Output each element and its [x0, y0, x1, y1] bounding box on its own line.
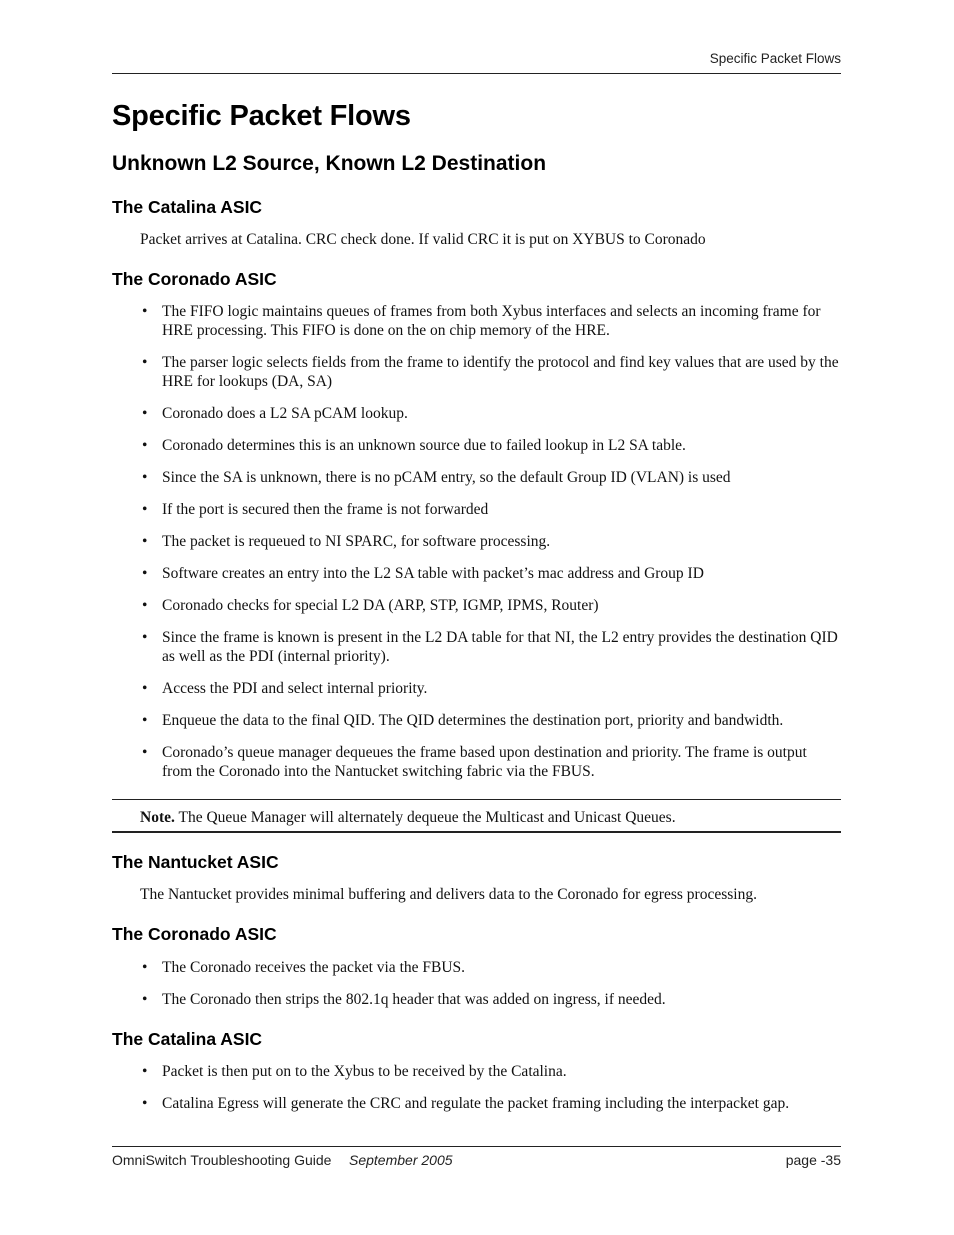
- bullet-icon: •: [142, 744, 148, 761]
- footer-date: September 2005: [349, 1152, 453, 1168]
- list-item: • Access the PDI and select internal priority.: [142, 680, 428, 697]
- footer-page-number: page -35: [785, 1152, 841, 1168]
- page-title: Specific Packet Flows: [112, 100, 411, 132]
- list-item: • Software creates an entry into the L2 SA table with packet’s mac address and Group ID: [142, 565, 704, 582]
- note-label: Note.: [140, 809, 175, 826]
- list-item: • The Coronado receives the packet via the FBUS.: [142, 959, 466, 976]
- bullet-icon: •: [142, 565, 148, 582]
- bullet-icon: •: [142, 303, 148, 320]
- bullet-icon: •: [142, 533, 148, 550]
- list-item: • The parser logic selects fields from the frame to identify the protocol and find key values that are used by the HRE for lookups (DA, SA): [142, 354, 839, 390]
- bullet-icon: •: [142, 469, 148, 486]
- bullet-icon: •: [142, 712, 148, 729]
- bullet-icon: •: [142, 354, 148, 371]
- heading-catalina-ingress: The Catalina ASIC: [112, 197, 263, 217]
- list-item: • Coronado determines this is an unknown source due to failed lookup in L2 SA table.: [142, 437, 686, 454]
- list-item: • Since the SA is unknown, there is no pCAM entry, so the default Group ID (VLAN) is used: [142, 469, 731, 486]
- list-item: • If the port is secured then the frame is not forwarded: [142, 501, 489, 518]
- section-subtitle: Unknown L2 Source, Known L2 Destination: [112, 152, 547, 175]
- heading-coronado-egress: The Coronado ASIC: [112, 924, 277, 944]
- heading-coronado-ingress: The Coronado ASIC: [112, 269, 277, 289]
- header-rule: [112, 73, 841, 74]
- bullet-icon: •: [142, 1095, 148, 1112]
- footer-guide-title: OmniSwitch Troubleshooting Guide: [112, 1152, 332, 1168]
- bullet-icon: •: [142, 629, 148, 646]
- list-item: • Packet is then put on to the Xybus to be received by the Catalina.: [142, 1063, 567, 1080]
- bullet-icon: •: [142, 437, 148, 454]
- paragraph-catalina-ingress: Packet arrives at Catalina. CRC check done. If valid CRC it is put on XYBUS to Coronado: [140, 231, 706, 248]
- list-item: • Coronado does a L2 SA pCAM lookup.: [142, 405, 408, 422]
- bullet-icon: •: [142, 959, 148, 976]
- bullet-icon: •: [142, 597, 148, 614]
- list-item: • The Coronado then strips the 802.1q header that was added on ingress, if needed.: [142, 991, 666, 1008]
- list-item: • The FIFO logic maintains queues of frames from both Xybus interfaces and selects an incoming frame for HRE processing. This FIFO is done on the on chip memory of the HRE.: [142, 303, 821, 339]
- list-item: • Since the frame is known is present in the L2 DA table for that NI, the L2 entry provides the destination QID as well as the PDI (internal priority).: [142, 629, 838, 665]
- running-head: Specific Packet Flows: [709, 51, 841, 66]
- heading-catalina-egress: The Catalina ASIC: [112, 1029, 263, 1049]
- list-item: • Coronado checks for special L2 DA (ARP, STP, IGMP, IPMS, Router): [142, 597, 599, 614]
- list-item: • Catalina Egress will generate the CRC and regulate the packet framing including the interpacket gap.: [142, 1095, 790, 1112]
- bullet-icon: •: [142, 1063, 148, 1080]
- bullet-icon: •: [142, 501, 148, 518]
- note-text: The Queue Manager will alternately dequeue the Multicast and Unicast Queues.: [174, 809, 676, 826]
- list-item: • Enqueue the data to the final QID. The QID determines the destination port, priority and bandwidth.: [142, 712, 784, 729]
- bullet-icon: •: [142, 680, 148, 697]
- bullet-icon: •: [142, 405, 148, 422]
- list-item: • Coronado’s queue manager dequeues the frame based upon destination and priority. The frame is output from the Coronado into the Nantucket switching fabric via the FBUS.: [142, 744, 807, 780]
- paragraph-nantucket: The Nantucket provides minimal buffering and delivers data to the Coronado for egress processing.: [140, 886, 757, 903]
- note: [140, 808, 676, 827]
- heading-nantucket: The Nantucket ASIC: [112, 852, 279, 872]
- bullet-icon: •: [142, 991, 148, 1008]
- footer-rule: [112, 1146, 841, 1147]
- list-item: • The packet is requeued to NI SPARC, for software processing.: [142, 533, 551, 550]
